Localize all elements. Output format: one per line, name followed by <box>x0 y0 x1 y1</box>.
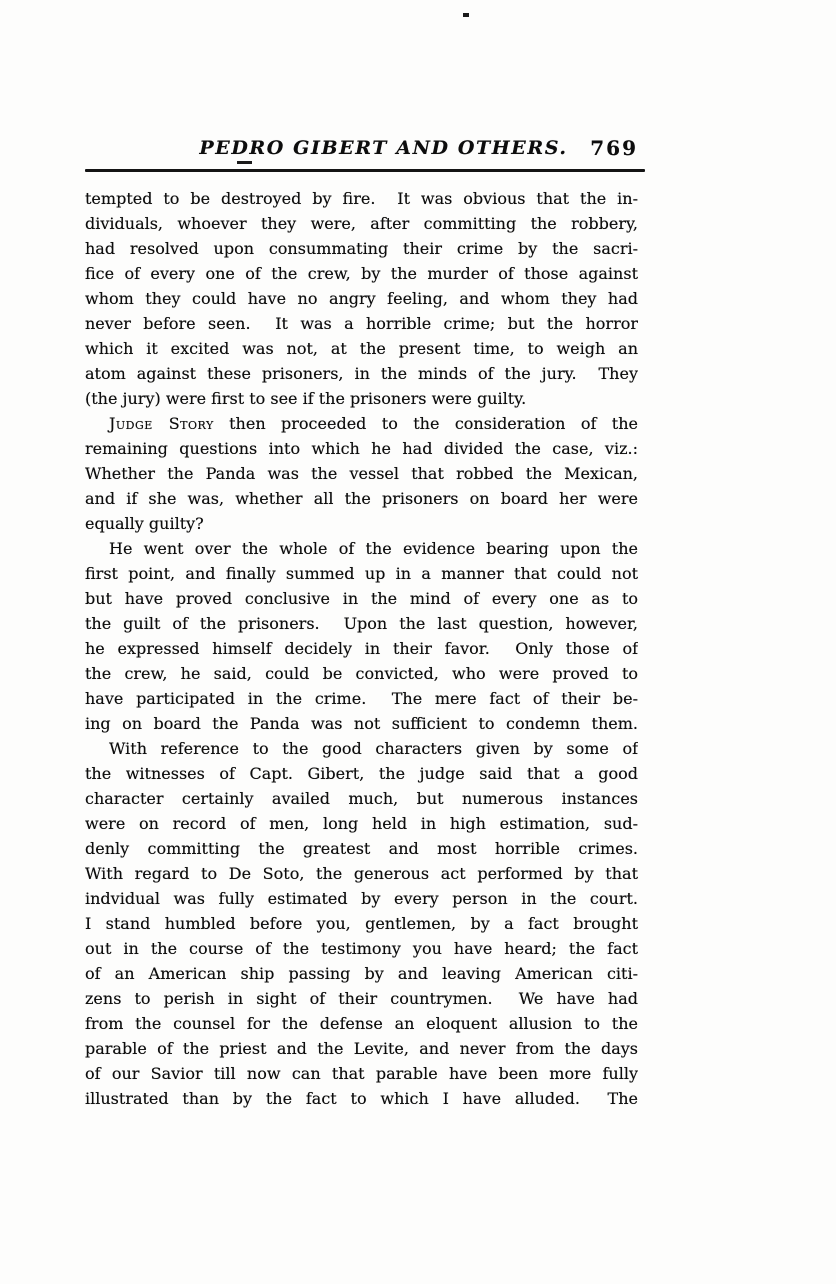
header-rule <box>85 169 645 172</box>
smallcaps-speaker-name: Judge Story <box>109 414 214 433</box>
text-line: remaining questions into which he had divided the case, viz.: <box>85 439 638 458</box>
text-line: ing on board the Panda was not sufficient to condemn them. <box>85 714 638 733</box>
text-line: dividuals, whoever they were, after committing the robbery, <box>85 214 638 233</box>
paragraph <box>85 411 638 536</box>
underline-artifact <box>237 161 252 164</box>
text-line: the witnesses of Capt. Gibert, the judge said that a good <box>85 764 638 783</box>
text-line: illustrated than by the fact to which I have alluded. The <box>85 1089 638 1108</box>
text-line: were on record of men, long held in high estimation, sud- <box>85 814 638 833</box>
text-line: had resolved upon consummating their crime by the sacri- <box>85 239 638 258</box>
text-line: of an American ship passing by and leaving American citi- <box>85 964 638 983</box>
text-line: of our Savior till now can that parable have been more fully <box>85 1064 638 1083</box>
text-line: have participated in the crime. The mere fact of their be- <box>85 689 638 708</box>
text-line: character certainly availed much, but numerous instances <box>85 789 638 808</box>
text-line: from the counsel for the defense an eloquent allusion to the <box>85 1014 638 1033</box>
text-line: the crew, he said, could be convicted, who were proved to <box>85 664 638 683</box>
ink-speck-artifact <box>463 13 469 17</box>
page-number: 769 <box>590 136 638 160</box>
text-line: parable of the priest and the Levite, and never from the days <box>85 1039 638 1058</box>
text-line: tempted to be destroyed by fire. It was obvious that the in- <box>85 189 638 208</box>
text-line: out in the course of the testimony you have heard; the fact <box>85 939 638 958</box>
page-body <box>85 186 638 1111</box>
text-line: zens to perish in sight of their countrymen. We have had <box>85 989 638 1008</box>
text-line: Judge Story then proceeded to the consideration of the <box>109 414 638 433</box>
text-line: (the jury) were first to see if the prisoners were guilty. <box>85 389 527 408</box>
text-line: With regard to De Soto, the generous act performed by that <box>85 864 638 883</box>
text-line: the guilt of the prisoners. Upon the last question, however, <box>85 614 638 633</box>
text-line: Whether the Panda was the vessel that robbed the Mexican, <box>85 464 638 483</box>
text-line: which it excited was not, at the present time, to weigh an <box>85 339 638 358</box>
text-line: indvidual was fully estimated by every person in the court. <box>85 889 638 908</box>
text-line: With reference to the good characters given by some of <box>109 739 638 758</box>
text-line: he expressed himself decidely in their favor. Only those of <box>85 639 638 658</box>
text-line: and if she was, whether all the prisoners on board her were <box>85 489 638 508</box>
text-line: He went over the whole of the evidence bearing upon the <box>109 539 638 558</box>
paragraph <box>85 186 638 411</box>
text-line: but have proved conclusive in the mind of every one as to <box>85 589 638 608</box>
text-line: whom they could have no angry feeling, and whom they had <box>85 289 638 308</box>
text-line: denly committing the greatest and most horrible crimes. <box>85 839 638 858</box>
paragraph <box>85 736 638 1111</box>
text-line: equally guilty? <box>85 514 204 533</box>
text-line: atom against these prisoners, in the minds of the jury. They <box>85 364 638 383</box>
running-head-title: PEDRO GIBERT AND OTHERS. <box>199 137 568 159</box>
text-line: fice of every one of the crew, by the murder of those against <box>85 264 638 283</box>
text-line: never before seen. It was a horrible crime; but the horror <box>85 314 638 333</box>
text-line: I stand humbled before you, gentlemen, by a fact brought <box>85 914 638 933</box>
paragraph <box>85 536 638 736</box>
text-line: first point, and finally summed up in a manner that could not <box>85 564 638 583</box>
